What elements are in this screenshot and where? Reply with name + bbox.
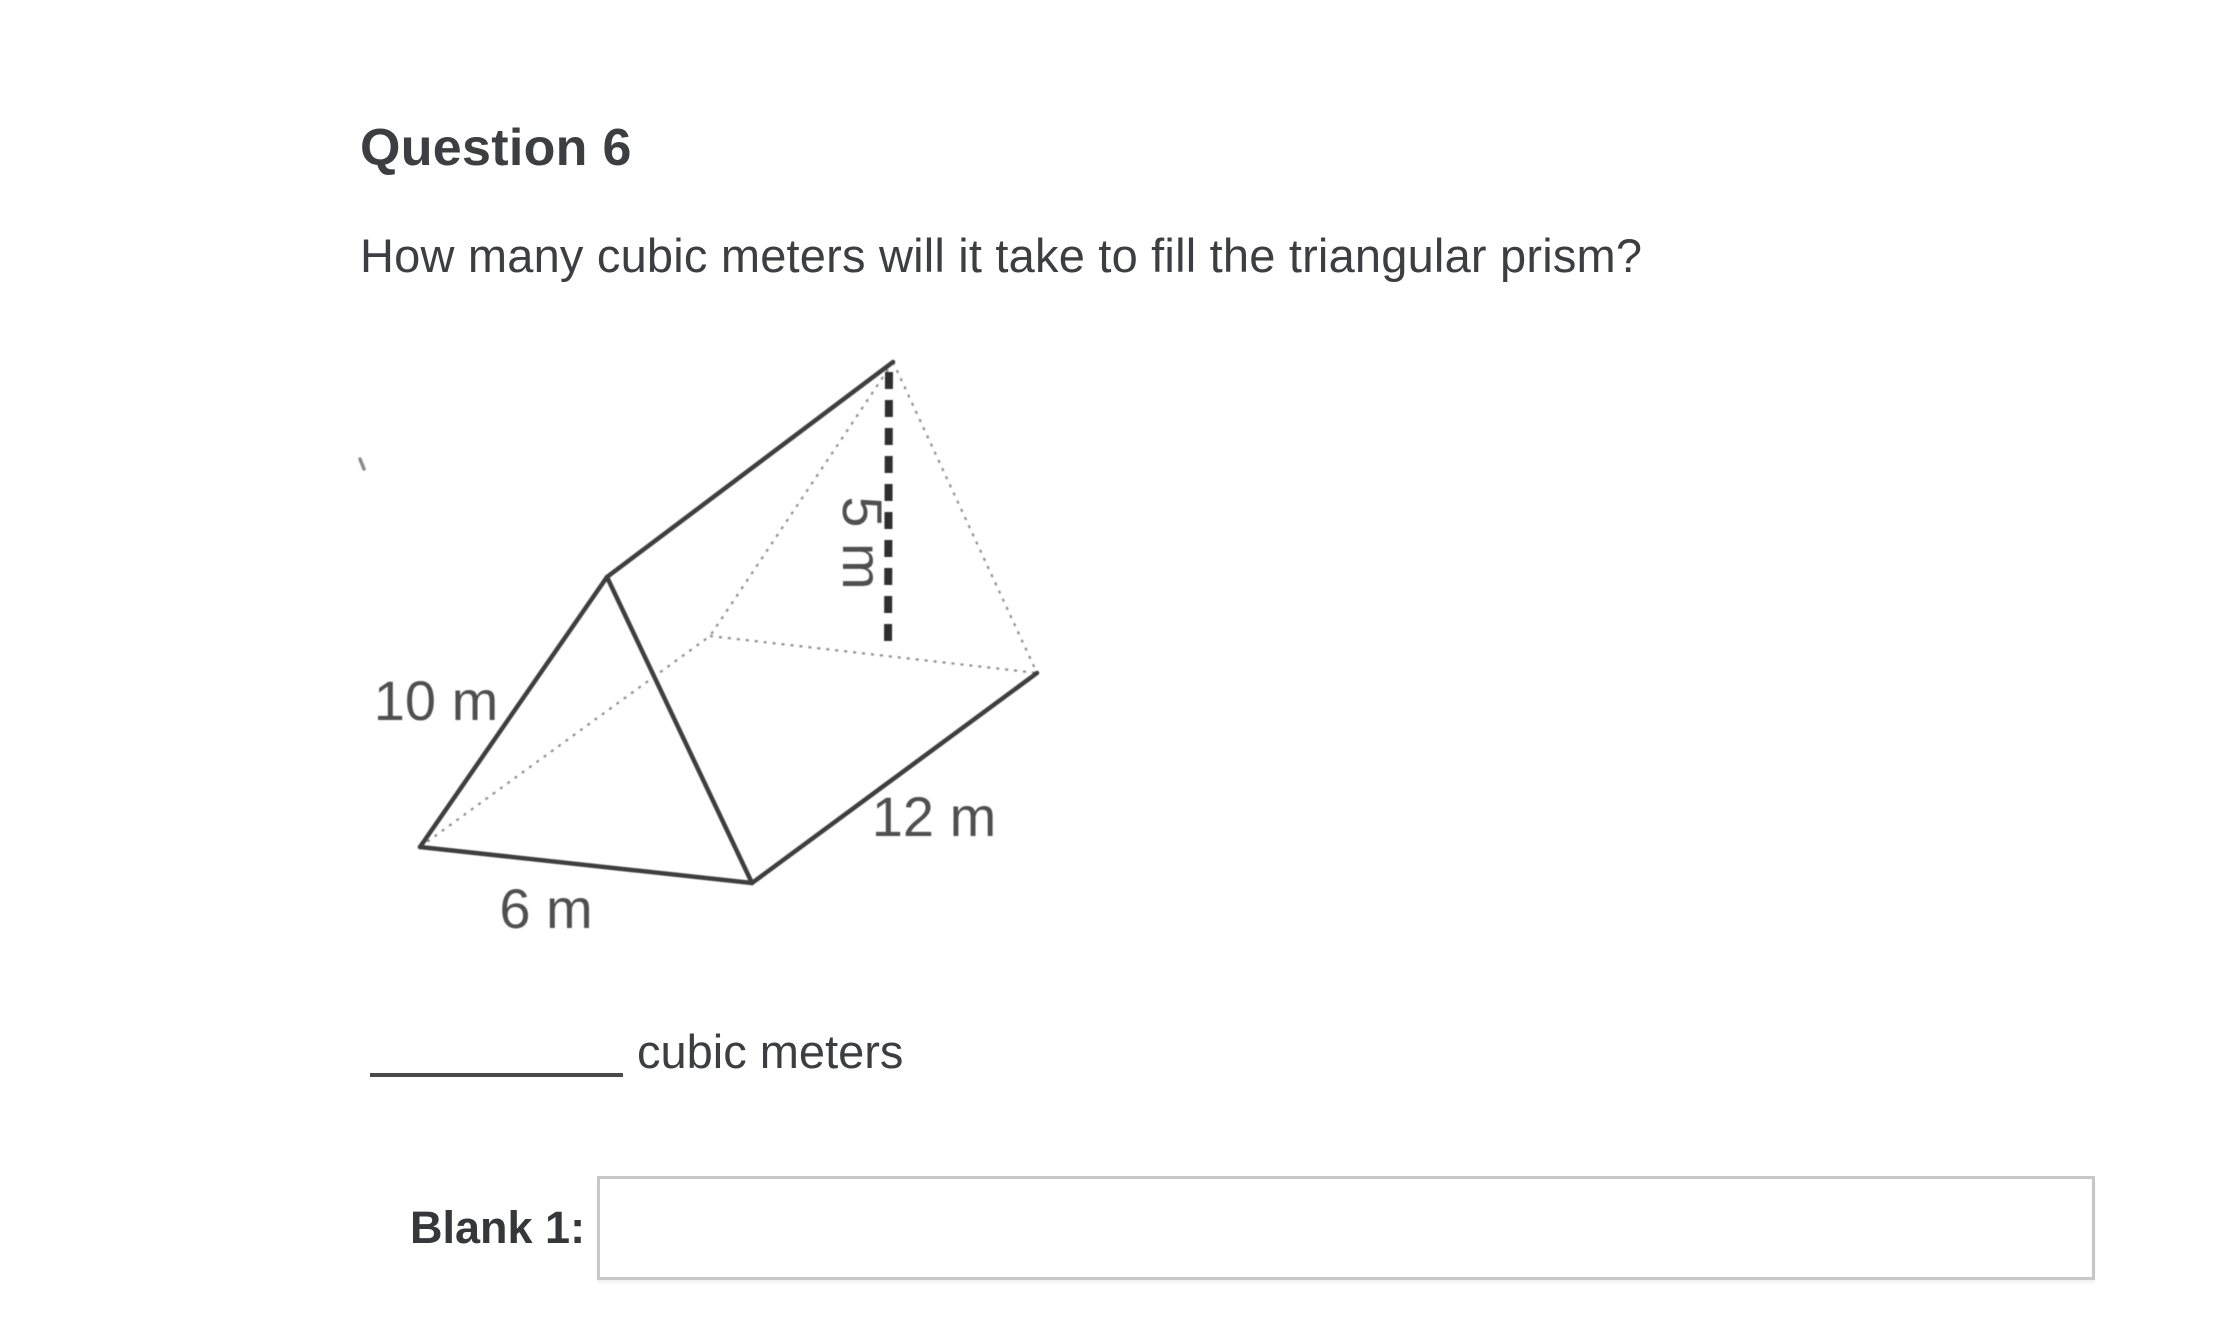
blank-1-row — [410, 1176, 2095, 1280]
question-prompt: How many cubic meters will it take to fill the triangular prism? — [360, 229, 1643, 282]
prism-edge-back-right-slant — [893, 362, 1037, 673]
dimension-label-base: 6 m — [499, 877, 593, 940]
prism-edge-front-right-slant — [607, 577, 752, 883]
dimension-label-length: 12 m — [871, 785, 997, 848]
triangular-prism-figure — [330, 335, 1070, 965]
blank-1-label: Blank 1: — [410, 1202, 586, 1253]
answer-blank-line — [370, 1073, 623, 1077]
dimension-label-slant: 10 m — [373, 669, 499, 732]
answer-unit-label: cubic meters — [637, 1025, 904, 1078]
scan-artifact-mark — [360, 459, 364, 469]
prism-edge-hidden-vertex-to-back-right — [710, 636, 1037, 673]
question-figure — [330, 335, 1070, 965]
prism-edge-bottom-length — [752, 673, 1037, 883]
blank-1-input[interactable] — [597, 1176, 2095, 1280]
dimension-label-height: 5 m — [831, 496, 894, 590]
question-number-heading: Question 6 — [360, 119, 632, 177]
prism-edge-front-left-to-hidden-vertex — [420, 636, 710, 847]
